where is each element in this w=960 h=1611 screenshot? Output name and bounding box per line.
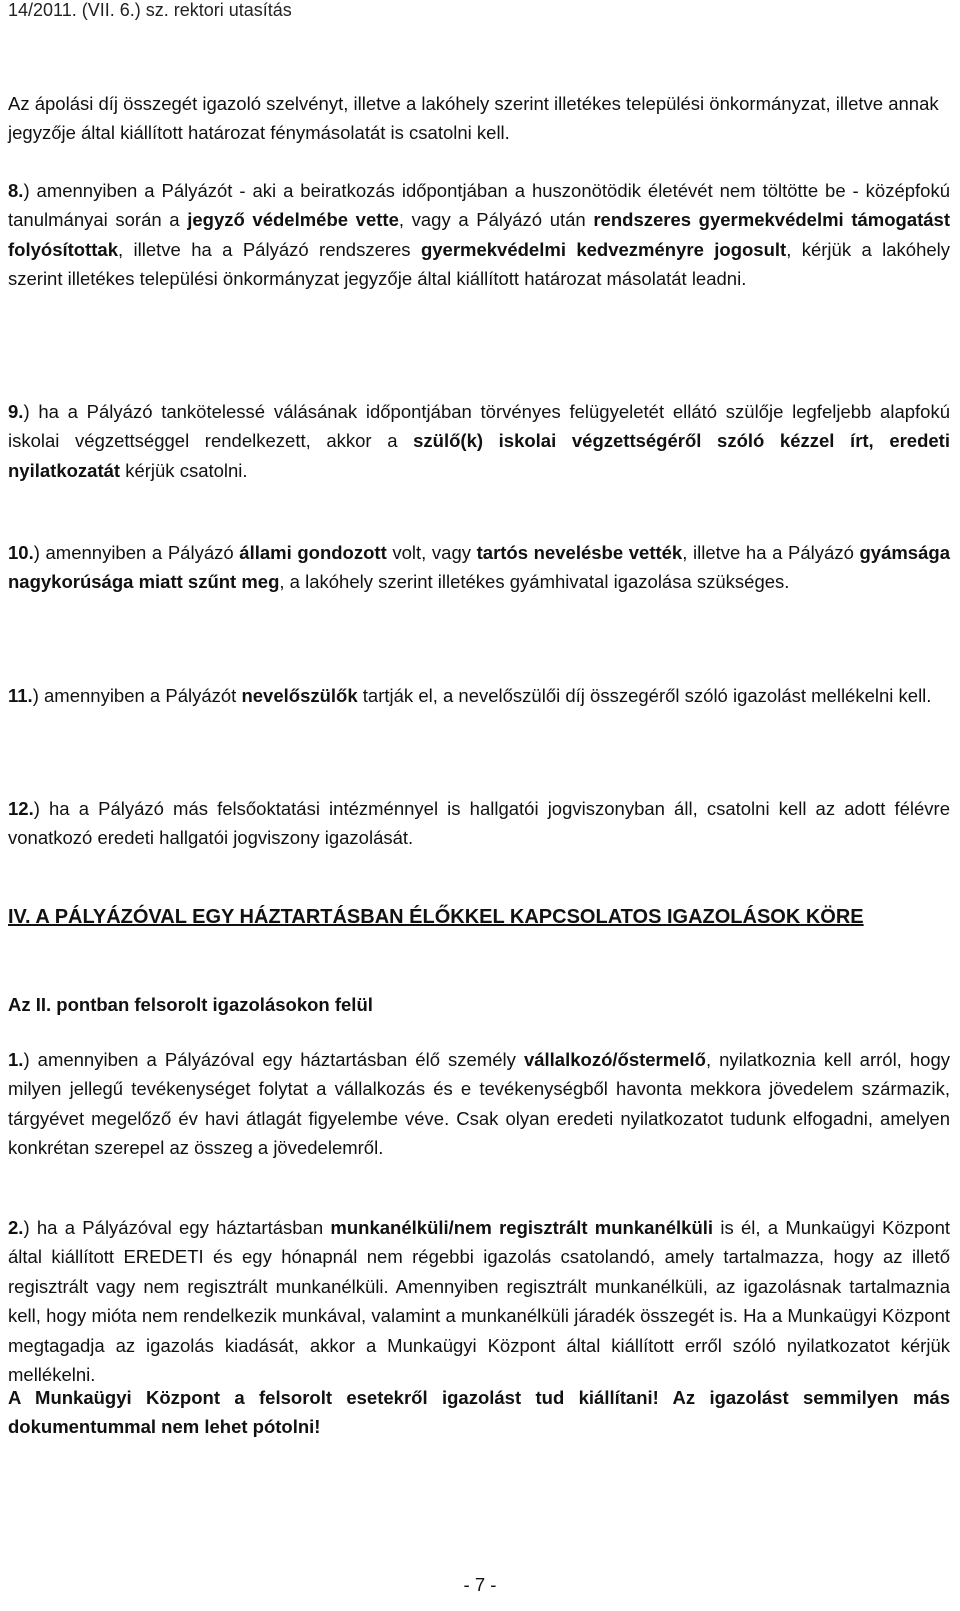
p11-run-1: ) amennyiben a Pályázót [32, 685, 242, 706]
p9-run-2: szülő(k) iskolai végzettségéről szóló kézzel írt, eredeti nyilatkozatát [8, 430, 950, 481]
p10-run-5: , illetve ha a Pályázó [682, 542, 860, 563]
p12-run-1: ) ha a Pályázó más felsőoktatási intézménnyel is hallgatói jogviszonyban áll, csatolni kell az adott félévre vonatkozó eredeti hallgatói jogviszony igazolását. [8, 798, 950, 849]
s1-run-1: ) amennyiben a Pályázóval egy háztartásban élő személy [23, 1049, 524, 1070]
p10-run-1: ) amennyiben a Pályázó [33, 542, 240, 563]
p11-run-3: tartják el, a nevelőszülői díj összegéről szóló igazolást mellékelni kell. [357, 685, 932, 706]
p10-run-3: volt, vagy [386, 542, 477, 563]
subheading: Az II. pontban felsorolt igazolásokon felül [8, 994, 373, 1015]
p11-run-2: nevelőszülők [241, 685, 358, 706]
paragraph-10 [8, 538, 950, 597]
p10-run-7: , a lakóhely szerint illetékes gyámhivatal igazolása szükséges. [279, 571, 790, 593]
p8-run-5: , illetve ha a Pályázó rendszeres [117, 238, 421, 260]
paragraph-9 [8, 397, 950, 485]
p8-run-3: , vagy a Pályázó után [398, 209, 594, 231]
s1-run-2: vállalkozó/őstermelő [523, 1049, 706, 1070]
p8-run-6: gyermekvédelmi kedvezményre jogosult [420, 238, 787, 260]
s2_note-run-0: A Munkaügyi Központ a felsorolt esetekről igazolást tud kiállítani! Az igazolást semmilyen más dokumentummal nem lehet pótolni! [8, 1387, 950, 1438]
s2-run-3: is él, a Munkaügyi Központ által kiállított EREDETI és egy hónapnál nem régebbi igazolás csatolandó, amely tartalmazza, hogy az illető regisztrált vagy nem regisztrált munkanélküli. Amennyiben regisztrált munkanélküli, az igazolásnak tartalmaznia kell, hogy mióta nem rendelkezik munkával, valamint a munkanélküli járadék összegét is. Ha a Munkaügyi Központ megtagadja az igazolás kiadását, akkor a Munkaügyi Központ által kiállított erről szóló nyilatkozatot kérjük mellékelni. [8, 1217, 950, 1386]
section-heading: IV. A PÁLYÁZÓVAL EGY HÁZTARTÁSBAN ÉLŐKKEL KAPCSOLATOS IGAZOLÁSOK KÖRE [8, 906, 864, 928]
p12-run-0: 12. [8, 798, 34, 819]
s1-run-3: , nyilatkoznia kell arról, hogy milyen jellegű tevékenységet folytat a vállalkozás és e tevékenységből havonta mekkora jövedelem származik, tárgyévet megelőző év havi átlagát figyelembe véve. Csak olyan eredeti nyilatkozatot tudunk elfogadni, amelyen konkrétan szerepel az összeg a jövedelemről. [8, 1049, 951, 1159]
p8-run-2: jegyző védelmébe vette [187, 209, 399, 231]
page-number: - 7 - [463, 1574, 497, 1595]
paragraph-12 [8, 794, 950, 853]
p9-run-1: ) ha a Pályázó tankötelessé válásának időpontjában törvényes felügyeletét ellátó szülője legfeljebb alapfokú iskolai végzettséggel rendelkezett, akkor a [8, 401, 950, 452]
p10-run-4: tartós nevelésbe vették [476, 542, 683, 563]
paragraph-8 [8, 176, 950, 294]
p11-run-0: 11. [8, 685, 33, 706]
intro-run-0: Az ápolási díj összegét igazoló szelvényt, illetve a lakóhely szerint illetékes települési önkormányzat, illetve annak jegyzője által kiállított határozat fénymásolatát is csatolni kell. [8, 93, 939, 144]
p8-run-0: 8. [8, 180, 24, 201]
section-item-2 [8, 1213, 950, 1389]
s2-run-2: munkanélküli/nem regisztrált munkanélküli [330, 1217, 714, 1238]
section-item-1 [8, 1045, 950, 1163]
p8-run-7: , kérjük a lakóhely szerint illetékes települési önkormányzat jegyzője által kiállított határozat másolatát leadni. [8, 238, 951, 290]
p8-run-4: rendszeres gyermekvédelmi támogatást folyósítottak [8, 209, 951, 260]
p9-run-3: kérjük csatolni. [120, 459, 248, 481]
p10-run-6: gyámsága nagykorúsága miatt szűnt meg [8, 542, 950, 593]
section-item-2-note [8, 1383, 950, 1442]
p10-run-2: állami gondozott [239, 542, 387, 563]
document-header: 14/2011. (VII. 6.) sz. rektori utasítás [8, 0, 292, 20]
paragraph-11 [8, 681, 950, 710]
intro-paragraph [8, 89, 950, 148]
p10-run-0: 10. [8, 542, 34, 563]
s2-run-1: ) ha a Pályázóval egy háztartásban [23, 1217, 331, 1238]
s1-run-0: 1. [8, 1049, 24, 1070]
p8-run-1: ) amennyiben a Pályázót - aki a beiratkozás időpontjában a huszonötödik életévét nem töltötte be - középfokú tanulmányai során a [8, 180, 950, 231]
s2-run-0: 2. [8, 1217, 24, 1238]
p9-run-0: 9. [8, 401, 24, 422]
